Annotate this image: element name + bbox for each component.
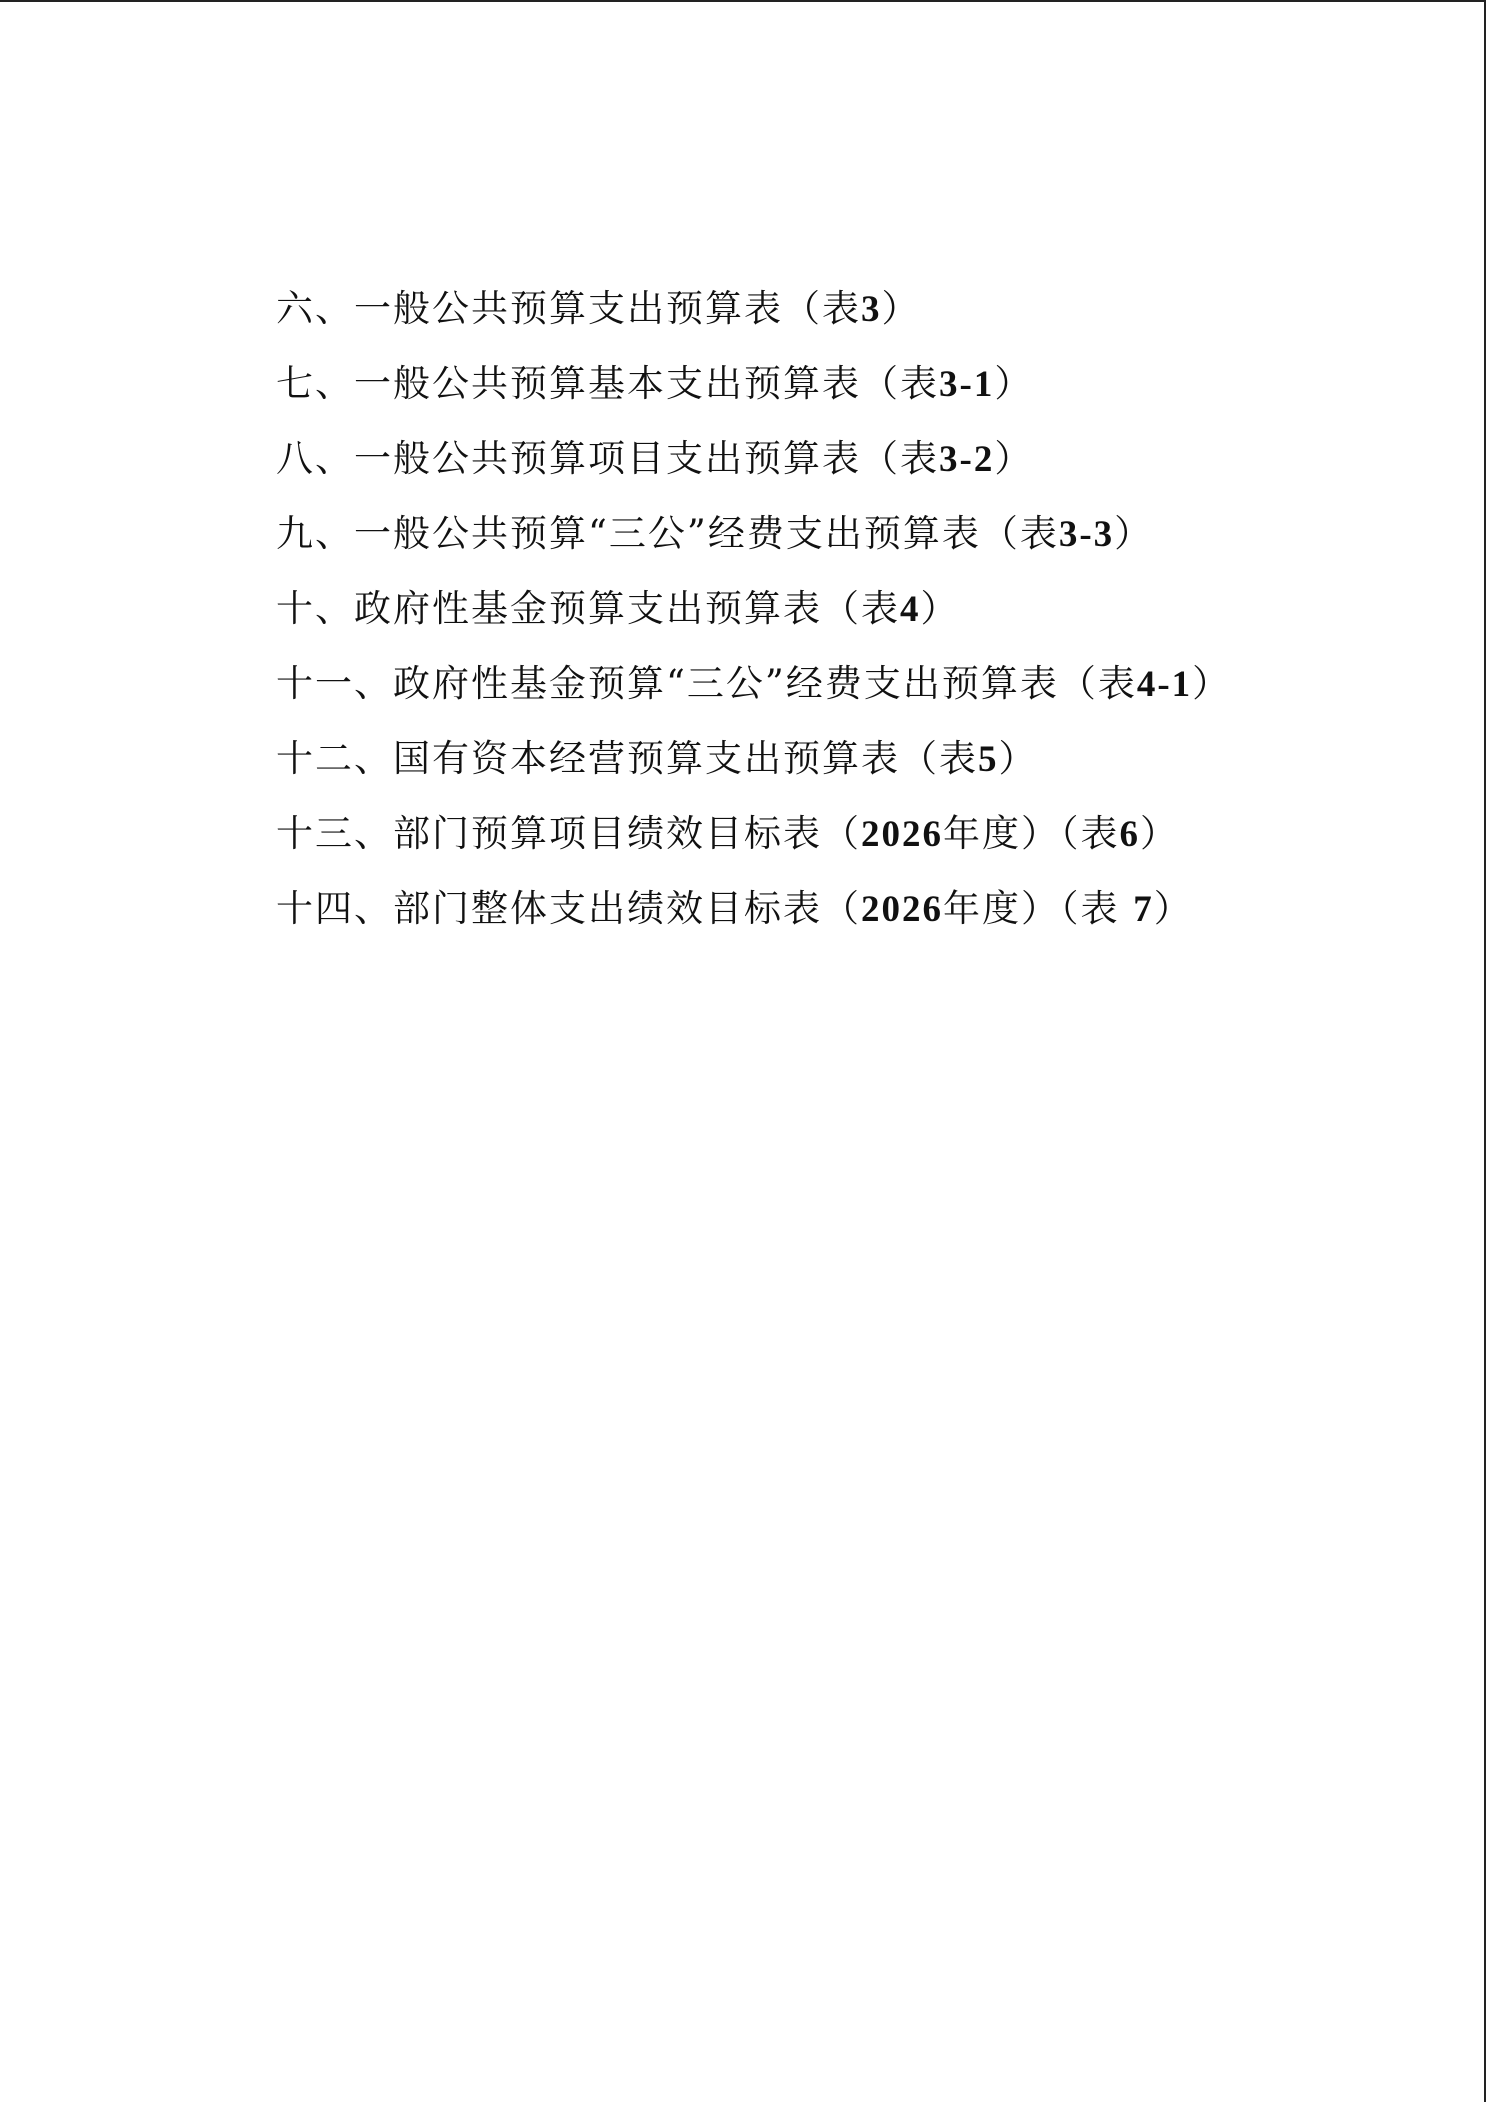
toc-item-close-paren: ） xyxy=(1153,887,1193,930)
toc-item-title: 十四、部门整体支出绩效目标表（ xyxy=(276,887,861,930)
toc-item-title: 八、一般公共预算项目支出预算表（表 xyxy=(276,437,939,480)
toc-item-table-number: 3 xyxy=(861,289,882,330)
toc-item-close-paren: ） xyxy=(920,587,960,630)
toc-item-close-paren: ） xyxy=(994,437,1034,480)
toc-item-title: 十、政府性基金预算支出预算表（表 xyxy=(276,587,900,630)
toc-item-title: 十二、国有资本经营预算支出预算表（表 xyxy=(276,737,978,780)
toc-item-table-number: 4-1 xyxy=(1136,664,1193,705)
toc-item-year: 2026 xyxy=(861,814,943,855)
toc-item-year: 2026 xyxy=(861,889,943,930)
toc-item-table-number: 4 xyxy=(900,589,921,630)
table-of-contents xyxy=(276,278,1376,953)
toc-item-year-suffix: 年度）（表 xyxy=(943,812,1120,855)
toc-item-table-6[interactable] xyxy=(276,803,1376,878)
toc-item-table-number: 5 xyxy=(978,739,999,780)
toc-item-title: 九、一般公共预算“三公”经费支出预算表（表 xyxy=(276,512,1059,555)
toc-item-table-7[interactable] xyxy=(276,878,1376,953)
toc-item-table-number: 3-3 xyxy=(1058,514,1115,555)
toc-item-table-3[interactable] xyxy=(276,278,1376,353)
toc-item-close-paren: ） xyxy=(1140,812,1179,855)
toc-item-title: 十三、部门预算项目绩效目标表（ xyxy=(276,812,861,855)
toc-item-close-paren: ） xyxy=(1192,662,1232,705)
toc-item-title: 七、一般公共预算基本支出预算表（表 xyxy=(276,362,939,405)
toc-item-table-3-2[interactable] xyxy=(276,428,1376,503)
toc-item-table-number: 7 xyxy=(1133,889,1154,930)
toc-item-table-4-1[interactable] xyxy=(276,653,1376,728)
toc-item-table-number: 3-2 xyxy=(939,439,995,480)
toc-item-title: 十一、政府性基金预算“三公”经费支出预算表（表 xyxy=(276,662,1137,705)
toc-item-close-paren: ） xyxy=(1114,512,1154,555)
toc-item-table-3-3[interactable] xyxy=(276,503,1376,578)
toc-item-close-paren: ） xyxy=(881,287,921,330)
toc-item-table-number: 6 xyxy=(1119,814,1140,855)
toc-item-table-3-1[interactable] xyxy=(276,353,1376,428)
toc-item-table-number: 3-1 xyxy=(939,364,995,405)
toc-item-close-paren: ） xyxy=(998,737,1038,780)
toc-item-title: 六、一般公共预算支出预算表（表 xyxy=(276,287,861,330)
toc-item-close-paren: ） xyxy=(994,362,1034,405)
toc-item-table-4[interactable] xyxy=(276,578,1376,653)
toc-item-table-5[interactable] xyxy=(276,728,1376,803)
toc-item-year-suffix: 年度）（表 xyxy=(943,887,1134,930)
